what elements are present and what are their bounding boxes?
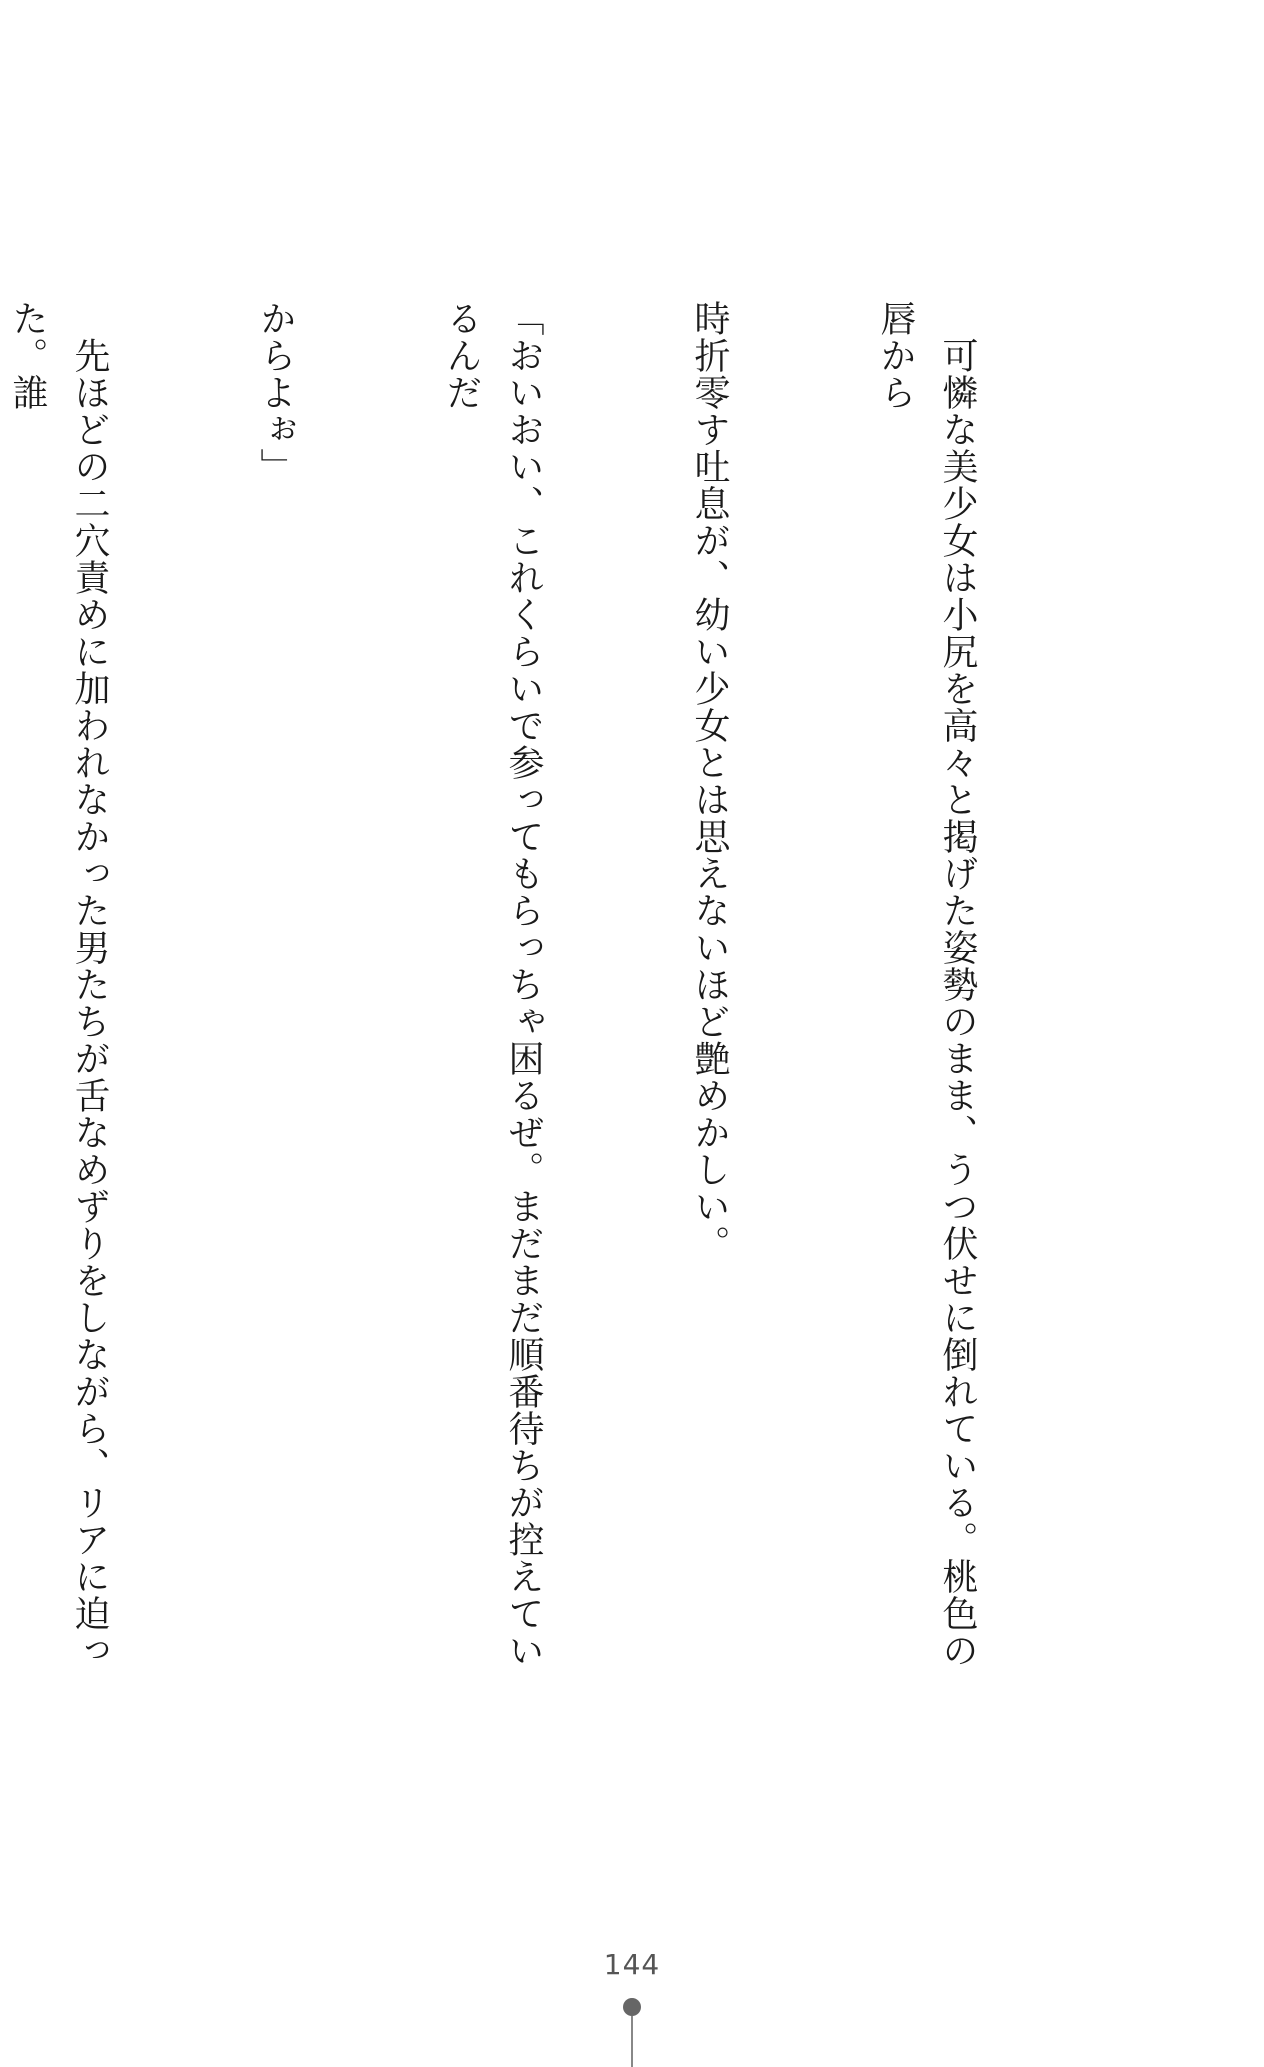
- text-line: 可憐な美少女は小尻を高々と掲げた姿勢のまま、うつ伏せに倒れている。桃色の唇から: [875, 300, 978, 1669]
- text-line: からよぉ」: [255, 300, 296, 485]
- page-marker-stem: [631, 2016, 633, 2067]
- vertical-text-body: [0, 300, 1112, 1690]
- text-line: 時折零す吐息が、幼い少女とは思えないほど艶めかしい。: [689, 300, 730, 1262]
- page-number: 144: [603, 1948, 661, 1981]
- text-line: 「おいおい、これくらいで参ってもらっちゃ困るぜ。まだまだ順番待ちが控えているんだ: [441, 300, 544, 1669]
- text-line: 先ほどの二穴責めに加われなかった男たちが舌なめずりをしながら、リアに迫った。誰: [7, 300, 110, 1669]
- page-marker-dot: [623, 1998, 641, 2016]
